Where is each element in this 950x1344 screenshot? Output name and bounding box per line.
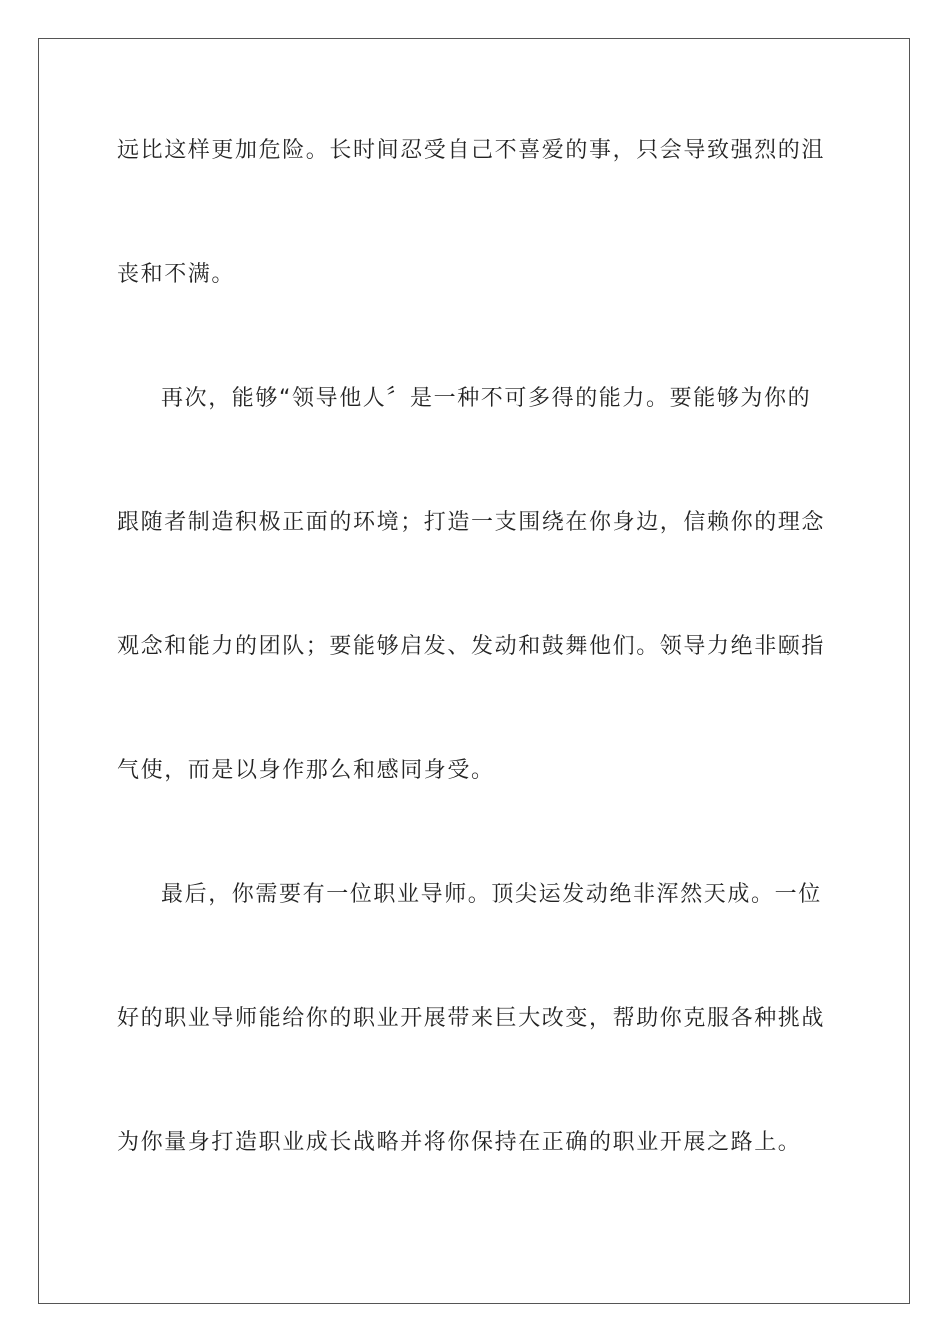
text-line: 为你量身打造职业成长战略并将你保持在正确的职业开展之路上。 bbox=[117, 1130, 802, 1155]
paragraph-start-line: 再次，能够“领导他人〞是一种不可多得的能力。要能够为你的 bbox=[161, 386, 812, 411]
text-line: 丧和不满。 bbox=[117, 262, 236, 287]
text-line: 观念和能力的团队；要能够启发、发动和鼓舞他们。领导力绝非颐指 bbox=[117, 634, 826, 659]
paragraph-start-line: 最后，你需要有一位职业导师。顶尖运发动绝非浑然天成。一位 bbox=[161, 882, 822, 907]
text-line: 好的职业导师能给你的职业开展带来巨大改变，帮助你克服各种挑战 bbox=[117, 1006, 826, 1031]
text-line: 跟随者制造积极正面的环境；打造一支围绕在你身边，信赖你的理念 bbox=[117, 510, 826, 535]
text-line: 远比这样更加危险。长时间忍受自己不喜爱的事，只会导致强烈的沮 bbox=[117, 138, 826, 163]
page-border bbox=[38, 38, 910, 1304]
text-line: 气使，而是以身作那么和感同身受。 bbox=[117, 758, 495, 783]
